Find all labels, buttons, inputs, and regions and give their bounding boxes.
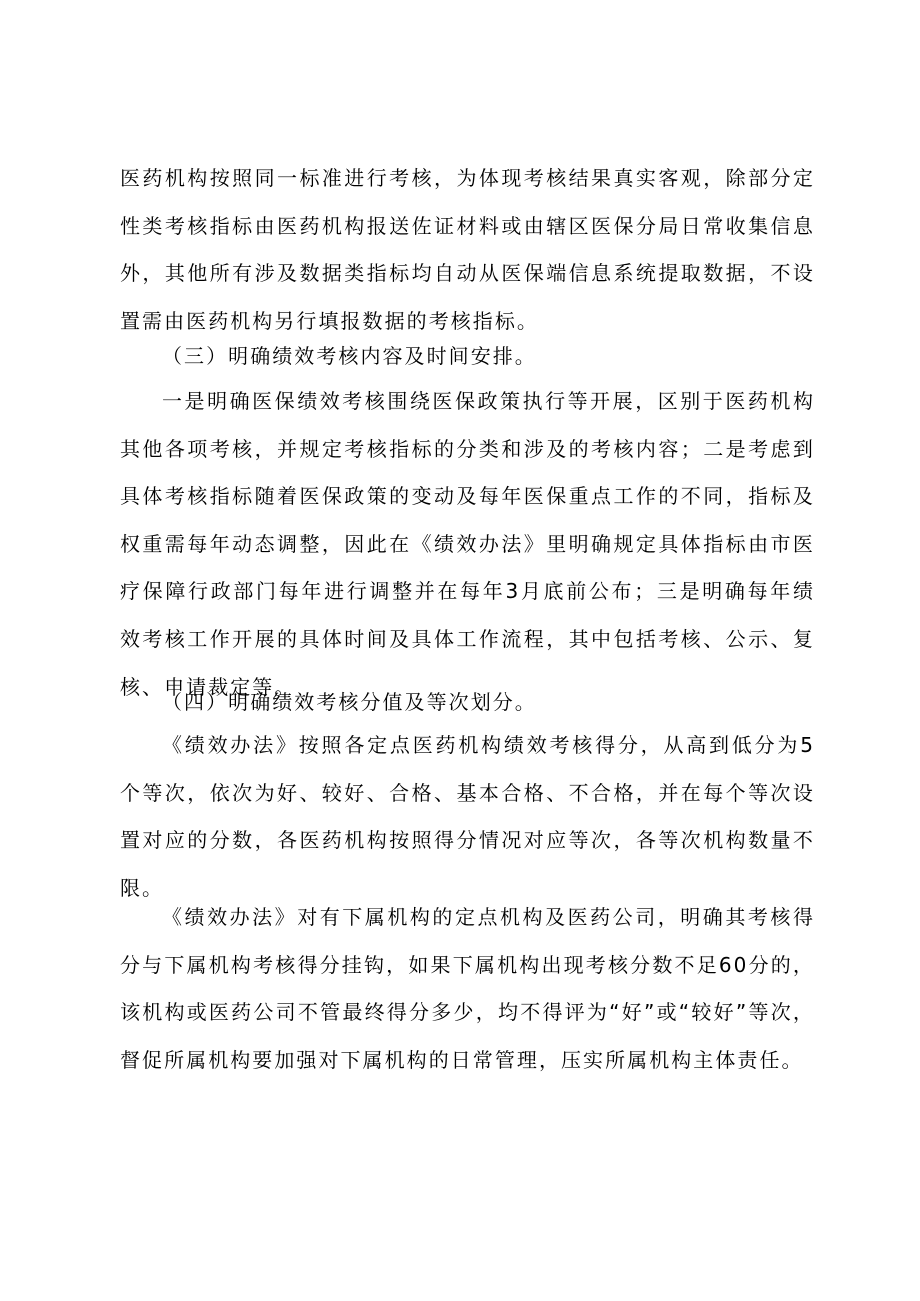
section-heading-4: （四）明确绩效考核分值及等次划分。 bbox=[162, 690, 537, 714]
paragraph-grade-levels: 《绩效办法》按照各定点医药机构绩效考核得分，从高到低分为5个等次，依次为好、较好、合格、基本合格、不合格，并在每个等次设置对应的分数，各医药机构按照得分情况对应等次，各等次机构数量不限。 bbox=[120, 733, 815, 900]
paragraph-subsidiary-linkage: 《绩效办法》对有下属机构的定点机构及医药公司，明确其考核得分与下属机构考核得分挂钩，如果下属机构出现考核分数不足60分的，该机构或医药公司不管最终得分多少，均不得评为“好”或“较好”等次，督促所属机构要加强对下属机构的日常管理，压实所属机构主体责任。 bbox=[120, 905, 815, 1072]
paragraph-assessment-standard: 医药机构按照同一标准进行考核，为体现考核结果真实客观，除部分定性类考核指标由医药机构报送佐证材料或由辖区医保分局日常收集信息外，其他所有涉及数据类指标均自动从医保端信息系统提取数据，不设置需由医药机构另行填报数据的考核指标。 bbox=[120, 166, 815, 333]
section-heading-3: （三）明确绩效考核内容及时间安排。 bbox=[162, 344, 537, 368]
paragraph-assessment-content: 一是明确医保绩效考核围绕医保政策执行等开展，区别于医药机构其他各项考核，并规定考核指标的分类和涉及的考核内容；二是考虑到具体考核指标随着医保政策的变动及每年医保重点工作的不同，指标及权重需每年动态调整，因此在《绩效办法》里明确规定具体指标由市医疗保障行政部门每年进行调整并在每年3月底前公布；三是明确每年绩效考核工作开展的具体时间及具体工作流程，其中包括考核、公示、复核、申请裁定等。 bbox=[120, 389, 815, 699]
